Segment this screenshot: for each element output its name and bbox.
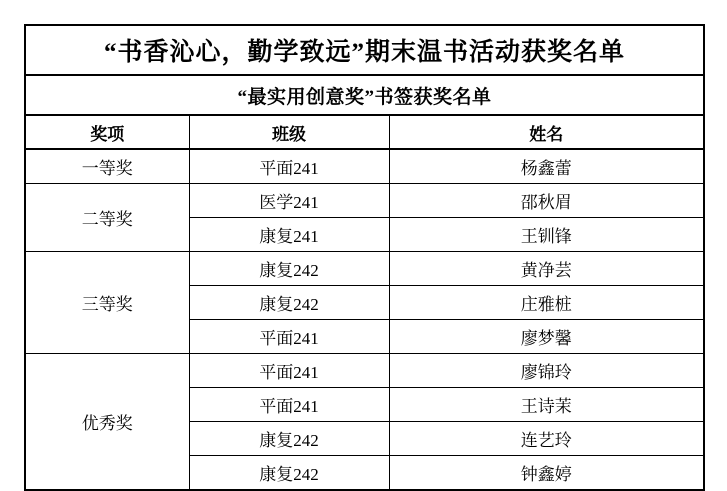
table-row [25,149,704,184]
student-name: 庄雅桩 [389,286,704,320]
award-group-label: 一等奖 [25,149,189,184]
student-name: 邵秋眉 [389,184,704,218]
document-subtitle: “最实用创意奖”书签获奖名单 [25,75,704,115]
table-row [25,184,704,218]
student-class: 医学241 [189,184,389,218]
student-name: 连艺玲 [389,422,704,456]
student-class: 平面241 [189,388,389,422]
student-class: 康复241 [189,218,389,252]
student-class: 康复242 [189,286,389,320]
table-row [25,252,704,286]
student-name: 王钏锋 [389,218,704,252]
column-header-name: 姓名 [389,115,704,149]
student-class: 康复242 [189,252,389,286]
student-class: 平面241 [189,354,389,388]
document-title: “书香沁心，勤学致远”期末温书活动获奖名单 [25,25,704,75]
student-class: 康复242 [189,422,389,456]
student-name: 廖梦馨 [389,320,704,354]
award-group-label: 优秀奖 [25,354,189,491]
column-header-award: 奖项 [25,115,189,149]
table-title-row [25,25,704,75]
student-class: 康复242 [189,456,389,491]
table-row [25,354,704,388]
student-name: 廖锦玲 [389,354,704,388]
award-group-label: 二等奖 [25,184,189,252]
award-group-label: 三等奖 [25,252,189,354]
student-name: 钟鑫婷 [389,456,704,491]
table-subtitle-row [25,75,704,115]
table-header-row [25,115,704,149]
column-header-class: 班级 [189,115,389,149]
award-list-table [24,24,705,491]
student-class: 平面241 [189,320,389,354]
student-name: 王诗茉 [389,388,704,422]
student-name: 黄净芸 [389,252,704,286]
student-class: 平面241 [189,149,389,184]
student-name: 杨鑫蕾 [389,149,704,184]
